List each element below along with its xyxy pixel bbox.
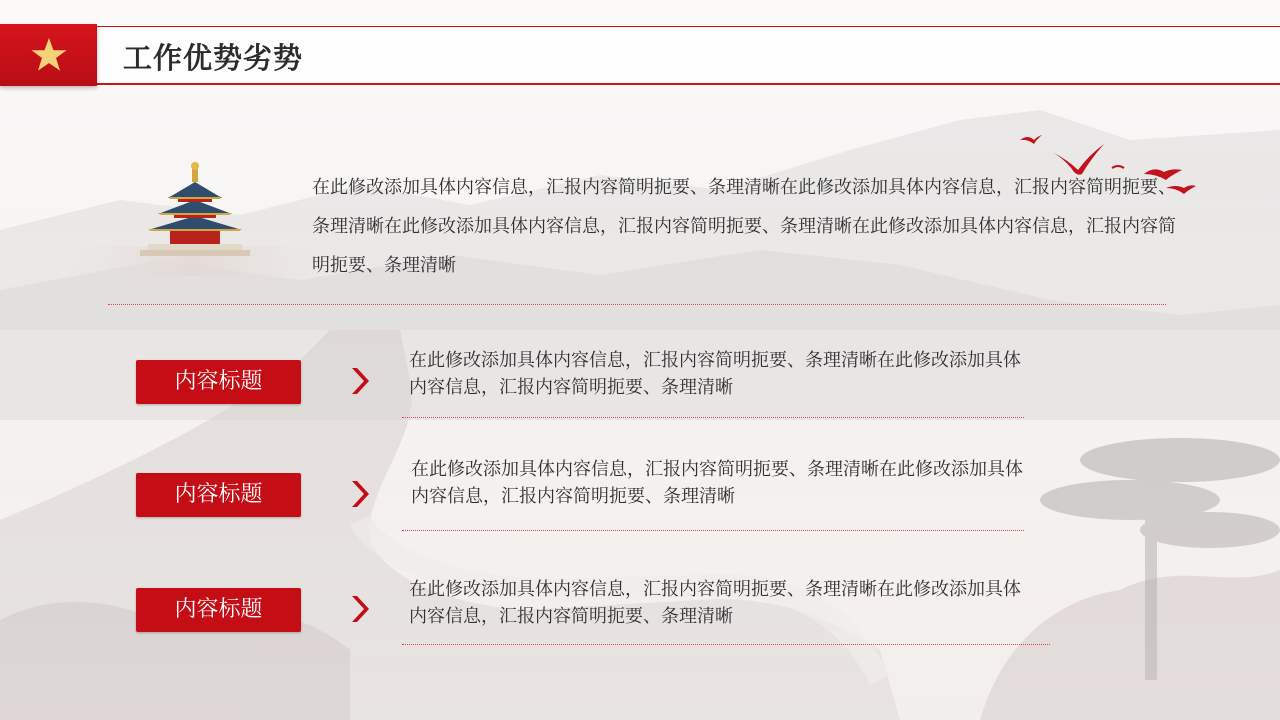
row-title-badge: 内容标题 — [136, 473, 301, 517]
row-description: 在此修改添加具体内容信息，汇报内容简明扼要、条理清晰在此修改添加具体内容信息，汇报内容简明扼要、条理清晰 — [411, 459, 1023, 507]
chevron-right-icon — [350, 594, 370, 624]
row-divider — [402, 417, 1024, 418]
row-divider — [402, 644, 1050, 645]
page-title: 工作优势劣势 — [123, 41, 304, 75]
temple-of-heaven-icon — [70, 158, 320, 278]
row-divider — [402, 530, 1024, 531]
chevron-right-icon — [350, 479, 370, 509]
intro-divider — [108, 304, 1166, 305]
row-description: 在此修改添加具体内容信息，汇报内容简明扼要、条理清晰在此修改添加具体内容信息，汇报内容简明扼要、条理清晰 — [409, 579, 1021, 627]
intro-paragraph: 在此修改添加具体内容信息，汇报内容简明扼要、条理清晰在此修改添加具体内容信息，汇报内容简明扼要、条理清晰在此修改添加具体内容信息，汇报内容简明扼要、条理清晰在此修改添加具体内容信息，汇报内容简明扼要、条理清晰 — [312, 177, 1176, 276]
header-star-block — [0, 24, 97, 86]
row-title-badge: 内容标题 — [136, 588, 301, 632]
slide-header — [0, 0, 1280, 88]
chevron-right-icon — [350, 366, 370, 396]
row-description: 在此修改添加具体内容信息，汇报内容简明扼要、条理清晰在此修改添加具体内容信息，汇报内容简明扼要、条理清晰 — [409, 350, 1021, 398]
star-icon — [30, 36, 68, 74]
row-title-badge: 内容标题 — [136, 360, 301, 404]
